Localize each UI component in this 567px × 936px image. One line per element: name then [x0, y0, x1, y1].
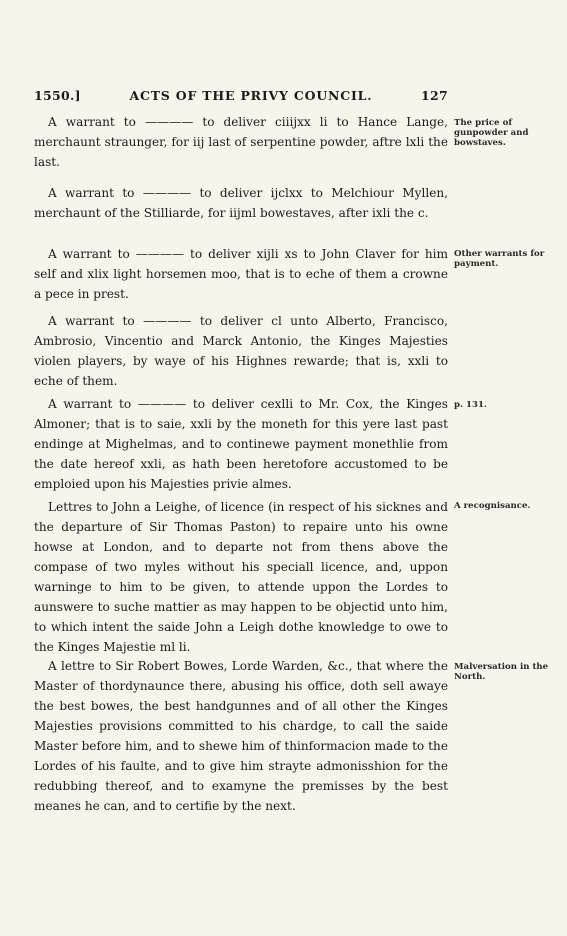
entry-gunpowder-warrant: A warrant to ———— to deliver ciiijxx li to Hance Lange, merchaunt straunger, for iij last of serpentine powder, aftre lxli the last.	[34, 115, 448, 169]
header-year: 1550.]	[34, 88, 81, 103]
margin-note-malversation: Malversation in the North.	[454, 662, 549, 682]
entry-bowestaves-warrant: A warrant to ———— to deliver ijclxx to Melchiour Myllen, merchaunt of the Stilliarde, for iijml bowestaves, after ixli the c.	[34, 186, 448, 220]
margin-note-recognisance: A recognisance.	[454, 501, 531, 511]
margin-note-gunpowder: The price of gunpowder and bowstaves.	[454, 118, 529, 148]
margin-note-other-warrants: Other warrants for payment.	[454, 249, 545, 269]
running-header	[34, 88, 448, 103]
entry-bowes-lettre: A lettre to Sir Robert Bowes, Lorde Warden, &c., that where the Master of thordynaunce there, abusing his office, doth sell awaye the best bowes, the best handgunnes and of all other the Kinges Majesties provisions committed to his chardge, to call the saide Master before him, and to shewe him of thinformacion made to the Lordes of his faulte, and to give him strayte admonisshion for the redubbing thereof, and to examyne the premisses by the best meanes he can, and to certifie by the next.	[34, 659, 448, 813]
entry-violen-players-warrant: A warrant to ———— to deliver cl unto Alberto, Francisco, Ambrosio, Vincentio and Marck Antonio, the Kinges Majesties violen players, by waye of his Highnes rewarde; that is, xxli to eche of them.	[34, 314, 448, 388]
header-page-number: 127	[421, 88, 448, 103]
margin-note-page-ref: p. 131.	[454, 400, 487, 410]
header-title: ACTS OF THE PRIVY COUNCIL.	[129, 88, 373, 103]
entry-horsemen-warrant: A warrant to ———— to deliver xijli xs to John Claver for him self and xlix light horsemen moo, that is to eche of them a crowne a pece in prest.	[34, 247, 448, 301]
entry-almoner-warrant: A warrant to ———— to deliver cexlli to Mr. Cox, the Kinges Almoner; that is to saie, xxli by the moneth for this yere last past endinge at Mighelmas, and to continewe payment monethlie from the date hereof xxli, as hath been heretofore accustomed to be emploied upon his Majesties privie almes.	[34, 397, 448, 491]
entry-leighe-licence: Lettres to John a Leighe, of licence (in respect of his sicknes and the departure of Sir Thomas Paston) to repaire unto his owne howse at London, and to departe not from thens above the compase of two myles without his speciall licence, and, uppon warninge to him to be given, to attende uppon the Lordes to aunswere to suche mattier as may happen to be objectid unto him, to which intent the saide John a Leigh dothe knowledge to owe to the Kinges Majestie ml li.	[34, 500, 448, 654]
